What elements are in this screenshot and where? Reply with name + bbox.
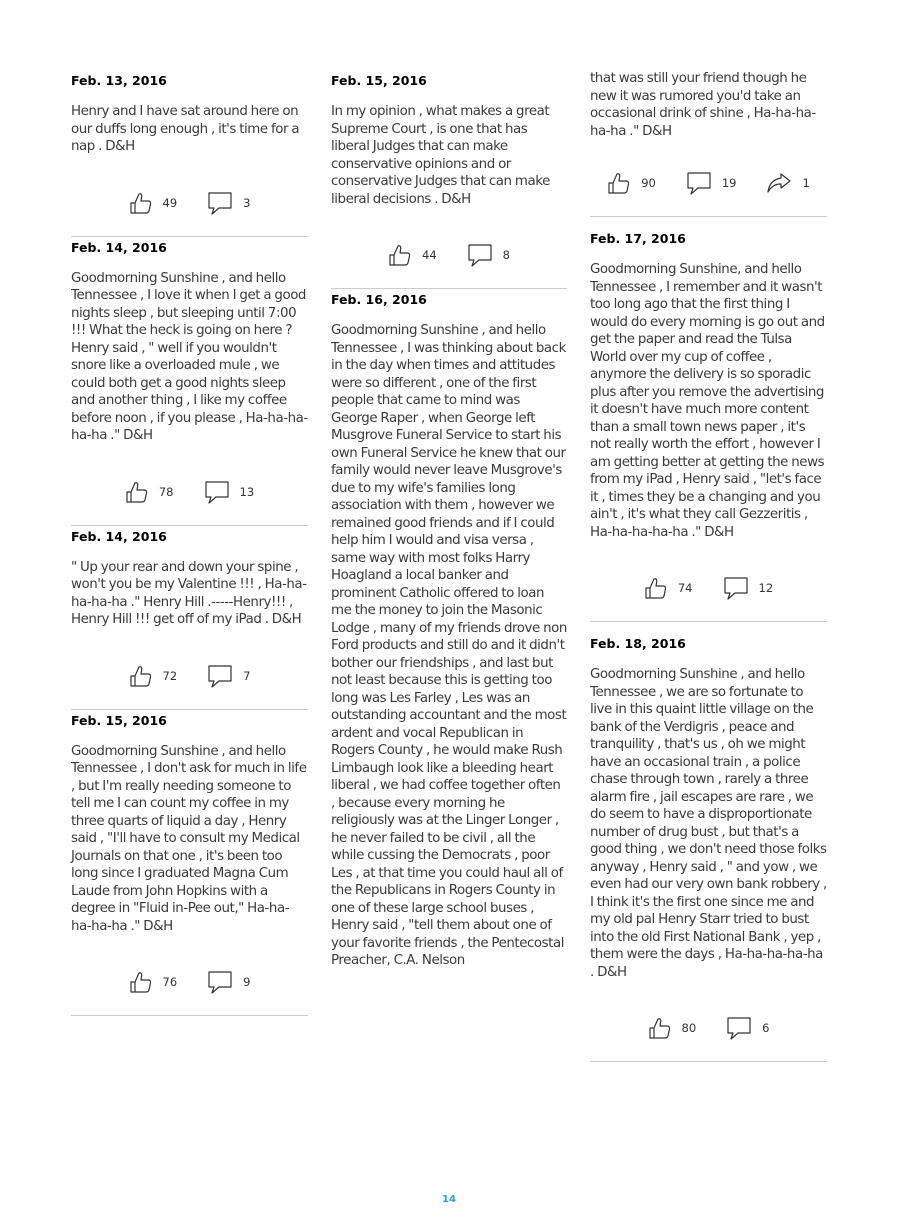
like-action[interactable] (129, 664, 178, 688)
like-action[interactable] (607, 171, 656, 195)
post-date: Feb. 14, 2016 (71, 528, 167, 544)
comment-action[interactable] (726, 1016, 769, 1040)
post-actions (71, 186, 308, 220)
like-count: 72 (162, 668, 178, 683)
comment-action[interactable] (467, 243, 510, 267)
post (71, 70, 308, 237)
post-actions (71, 659, 308, 693)
like-count: 80 (681, 1021, 697, 1035)
post-text: " Up your rear and down your spine , won't you be my Valentine !!! , Ha-ha-ha-ha-ha ." Henry Hill .-----Henry!!! , Henry Hill !!! get off of my iPad . D&H (71, 559, 307, 627)
post (71, 237, 308, 526)
post (71, 710, 308, 1017)
post-text: Goodmorning Sunshine , and hello Tennessee , I don't ask for much in life , but I'm really needing someone to tell me I can count my coffee in my three quarts of liquid a day , Henry said , "I'll have to consult my Medical Journals on that one , it's been too long since I graduated Magna Cum Laude from John Hopkins with a degree in "Fluid in-Pee out," Ha-ha-ha-ha-ha ." D&H (71, 743, 307, 934)
post (331, 289, 567, 970)
post-date: Feb. 16, 2016 (331, 292, 427, 307)
post-text: Goodmorning Sunshine , and hello Tennessee , I love it when I get a good nights sleep , but sleeping until 7:00 !!! What the heck is going on here ? Henry said , " well if you wouldn't snore like a overloaded mule , we could both get a good nights sleep and another thing , I like my coffee before noon , if you please , Ha-ha-ha-ha-ha ." D&H (71, 270, 308, 443)
comment-count: 6 (762, 1021, 770, 1035)
post-text: Goodmorning Sunshine , and hello Tennessee , I was thinking about back in the day when times and attitudes were so different , one of the first people that came to mind was George Raper , when George left Musgrove Funeral Service to start his own Funeral Service he knew that our family would never leave Musgrove's due to my wife's families long association with them , however we remained good friends and if I could help him I would and visa versa , same way with most folks Harry Hoagland a local banker and prominent Catholic offered to loan me the money to join the Masonic Lodge , many of my friends drove non Ford products and still do and it didn't bother our friendships , and last but not least because this is getting too long was Les Farley , Les was an outstanding accountant and the most ardent and vocal Republican in Rogers County , he would make Rush Limbaugh look like a bleeding heart liberal , we had coffee together often , because every morning he religiously was at the Linger Longer , he never failed to be civil , all the while cussing the Democrats , poor Les , at that time you could haul all of the Republicans in Rogers County in one of these large school buses , Henry said , "tell them about one of your favorite friends , the Pentecostal Preacher, C.A. Nelson (331, 323, 567, 968)
share-count: 1 (802, 176, 810, 190)
comment-count: 13 (239, 484, 255, 499)
comment-icon[interactable] (207, 970, 233, 994)
page-number: 14 (442, 1194, 456, 1205)
like-count: 76 (162, 975, 178, 989)
thumbs-up-icon[interactable] (607, 171, 631, 195)
share-action[interactable] (766, 171, 809, 195)
like-count: 49 (162, 195, 178, 210)
post-date: Feb. 14, 2016 (71, 239, 167, 255)
comment-action[interactable] (204, 480, 255, 504)
post-actions (590, 571, 827, 605)
post (590, 217, 827, 622)
post-continuation (590, 70, 827, 217)
like-count: 78 (158, 484, 174, 499)
comment-icon[interactable] (467, 243, 493, 267)
like-count: 90 (641, 176, 656, 190)
like-count: 74 (677, 581, 693, 595)
like-action[interactable] (388, 243, 437, 267)
post-actions (71, 475, 308, 509)
post-date: Feb. 17, 2016 (590, 231, 686, 246)
thumbs-up-icon[interactable] (644, 576, 668, 600)
comment-count: 12 (758, 581, 774, 595)
post (71, 526, 308, 710)
like-action[interactable] (648, 1016, 697, 1040)
comment-count: 3 (243, 195, 251, 210)
post-text: Goodmorning Sunshine, and hello Tennessee , I remember and it wasn't too long ago that the first thing I would do every morning is go out and get the paper and read the Tulsa World over my cup of coffee , anymore the delivery is so sporadic plus after you remove the advertising it doesn't have much more content than a small town news paper , it's not really worth the effort , however I am getting better at getting the news from my iPad , Henry said , "let's face it , times they be a changing and you ain't , it's what they call Gezzeritis , Ha-ha-ha-ha-ha ." D&H (590, 262, 825, 540)
share-icon[interactable] (766, 171, 792, 195)
comment-icon[interactable] (207, 664, 233, 688)
thumbs-up-icon[interactable] (129, 664, 153, 688)
like-action[interactable] (125, 480, 174, 504)
column-1 (71, 70, 308, 1016)
post (331, 70, 567, 289)
column-3 (590, 70, 827, 1062)
comment-action[interactable] (207, 970, 250, 994)
comment-action[interactable] (686, 171, 737, 195)
post-text: Goodmorning Sunshine , and hello Tennessee , we are so fortunate to live in this quaint little village on the bank of the Verdigris , peace and tranquility , that's us , oh we might have an occasional train , a police chase through town , rarely a three alarm fire , jail escapes are rare , we do seem to have a disproportionate number of drug bust , but that's a good thing , we don't need those folks anyway , Henry said , " and yow , we even had our very own bank robbery , I think it's the first one since me and my old pal Henry Starr tried to bust into the old First National Bank , yep , them were the days , Ha-ha-ha-ha-ha . D&H (590, 667, 827, 980)
thumbs-up-icon[interactable] (648, 1016, 672, 1040)
thumbs-up-icon[interactable] (129, 191, 153, 215)
post-actions (590, 166, 827, 200)
post-text: Henry and I have sat around here on our duffs long enough , it's time for a nap . D&H (71, 104, 300, 154)
post (590, 622, 827, 1062)
comment-icon[interactable] (723, 576, 749, 600)
comment-action[interactable] (207, 191, 250, 215)
thumbs-up-icon[interactable] (129, 970, 153, 994)
thumbs-up-icon[interactable] (388, 243, 412, 267)
post-actions (71, 965, 308, 999)
comment-icon[interactable] (726, 1016, 752, 1040)
comment-count: 19 (721, 176, 737, 190)
comment-action[interactable] (723, 576, 774, 600)
like-action[interactable] (129, 191, 178, 215)
post-actions (590, 1011, 827, 1045)
comment-icon[interactable] (686, 171, 712, 195)
comment-action[interactable] (207, 664, 250, 688)
like-action[interactable] (129, 970, 178, 994)
comment-icon[interactable] (204, 480, 230, 504)
post-date: Feb. 13, 2016 (71, 73, 167, 88)
post-date: Feb. 15, 2016 (71, 712, 167, 728)
post-actions (331, 238, 567, 272)
post-text: In my opinion , what makes a great Supreme Court , is one that has liberal Judges that can make conservative opinions and or conservative Judges that can make liberal decisions . D&H (331, 104, 550, 207)
comment-count: 7 (243, 668, 251, 683)
comment-count: 9 (243, 975, 251, 989)
comment-icon[interactable] (207, 191, 233, 215)
post-date: Feb. 15, 2016 (331, 73, 427, 88)
like-action[interactable] (644, 576, 693, 600)
thumbs-up-icon[interactable] (125, 480, 149, 504)
post-text: that was still your friend though he new it was rumored you'd take an occasional drink of shine , Ha-ha-ha-ha-ha ." D&H (590, 71, 816, 139)
post-date: Feb. 18, 2016 (590, 636, 686, 651)
like-count: 44 (422, 248, 437, 262)
comment-count: 8 (502, 248, 510, 262)
column-2 (331, 70, 567, 970)
